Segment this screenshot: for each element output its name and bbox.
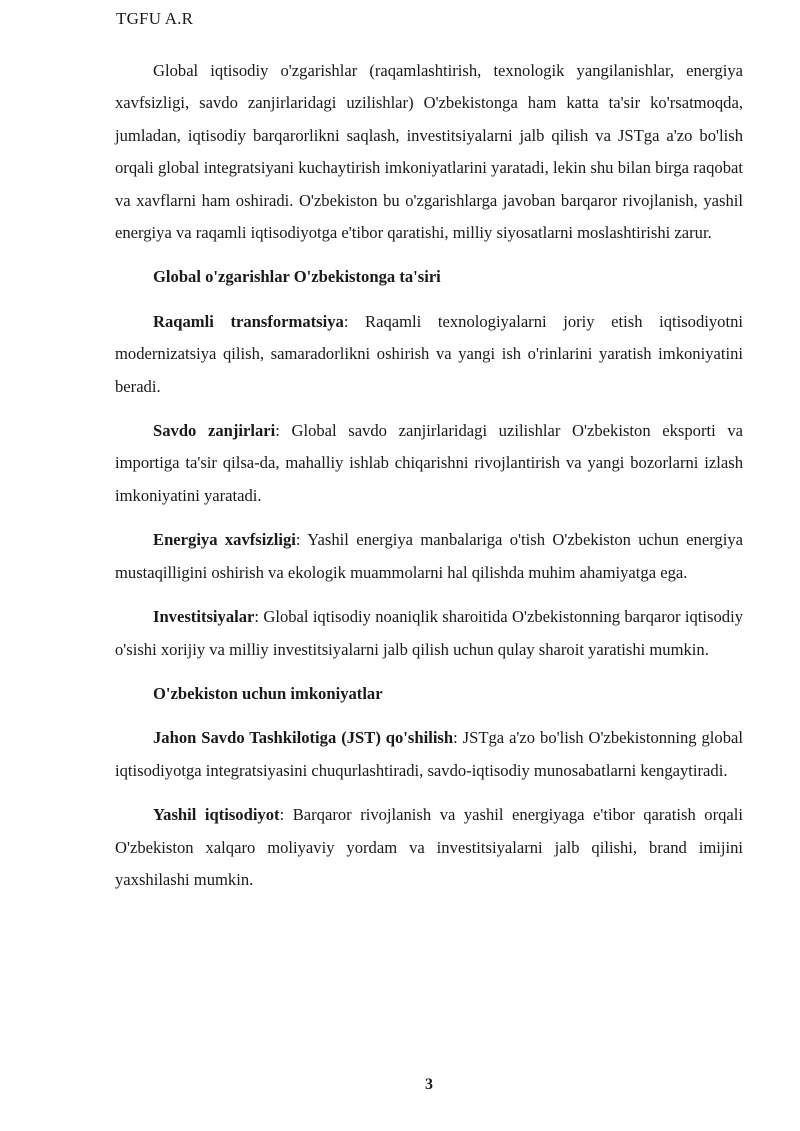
section-heading-opportunities: O'zbekiston uchun imkoniyatlar	[153, 683, 383, 703]
paragraph-text: Global iqtisodiy noaniqlik sharoitida O'zbekistonning barqaror iqtisodiy o'sishi xorijiy va milliy investitsiyalarni jalb qilish uchun qulay sharoit yaratishi mumkin.	[115, 607, 743, 659]
section-heading-impact: Global o'zgarishlar O'zbekistonga ta'siri	[153, 267, 441, 287]
term-investments: Investitsiyalar	[153, 607, 255, 627]
term-digital-transformation: Raqamli transformatsiya	[153, 311, 344, 331]
separator: :	[295, 530, 308, 550]
term-wto-accession: Jahon Savdo Tashkilotiga (JST) qo'shilish	[153, 728, 454, 748]
document-body	[115, 55, 743, 908]
paragraph-wto-accession	[115, 722, 743, 787]
page-number: 3	[425, 1076, 433, 1093]
separator: :	[279, 805, 293, 825]
term-green-economy: Yashil iqtisodiyot	[153, 805, 280, 825]
separator: :	[343, 311, 366, 331]
separator: :	[275, 421, 292, 441]
paragraph-text: Barqaror rivojlanish va yashil energiyaga e'tibor qaratish orqali O'zbekiston xalqaro moliyaviy yordam va investitsiyalarni jalb qilishi, brand imijini yaxshilashi mumkin.	[115, 805, 744, 889]
paragraph-energy-security	[115, 524, 743, 589]
paragraph-text: Global savdo zanjirlaridagi uzilishlar O'zbekiston eksporti va importiga ta'sir qilsa-da, mahalliy ishlab chiqarishni rivojlantirish va yangi bozorlarni izlash imkoniyatini yaratadi.	[115, 421, 743, 505]
paragraph-trade-chains	[115, 415, 743, 512]
term-trade-chains: Savdo zanjirlari	[153, 421, 276, 441]
paragraph-text: Yashil energiya manbalariga o'tish O'zbekiston uchun energiya mustaqilligini oshirish va ekologik muammolarni hal qilishda muhim ahamiyatga ega.	[115, 530, 743, 582]
paragraph-digital-transformation	[115, 306, 743, 403]
paragraph-green-economy	[115, 799, 743, 896]
separator: :	[254, 607, 264, 627]
running-header: TGFU A.R	[116, 9, 194, 28]
separator: :	[453, 728, 463, 748]
term-energy-security: Energiya xavfsizligi	[153, 530, 296, 550]
intro-paragraph: Global iqtisodiy o'zgarishlar (raqamlashtirish, texnologik yangilanishlar, energiya xavfsizligi, savdo zanjirlaridagi uzilishlar) O'zbekistonga ham katta ta'sir ko'rsatmoqda, jumladan, iqtisodiy barqarorlikni saqlash, investitsiyalarni jalb qilish va JSTga a'zo bo'lish orqali global integratsiyani kuchaytirish imkoniyatlarini yaratadi, lekin shu bilan birga raqobat va xavflarni ham oshiradi. O'zbekiston bu o'zgarishlarga javoban barqaror rivojlanish, yashil energiya va raqamli iqtisodiyotga e'tibor qaratishi, milliy siyosatlarni moslashtirishi zarur.	[115, 61, 743, 243]
paragraph-text: JSTga a'zo bo'lish O'zbekistonning global iqtisodiyotga integratsiyasini chuqurlashtiradi, savdo-iqtisodiy munosabatlarni kengaytiradi.	[115, 728, 743, 780]
paragraph-text: Raqamli texnologiyalarni joriy etish iqtisodiyotni modernizatsiya qilish, samaradorlikni oshirish va yangi ish o'rinlarini yaratish imkoniyatini beradi.	[115, 311, 743, 396]
paragraph-investments	[115, 601, 743, 666]
